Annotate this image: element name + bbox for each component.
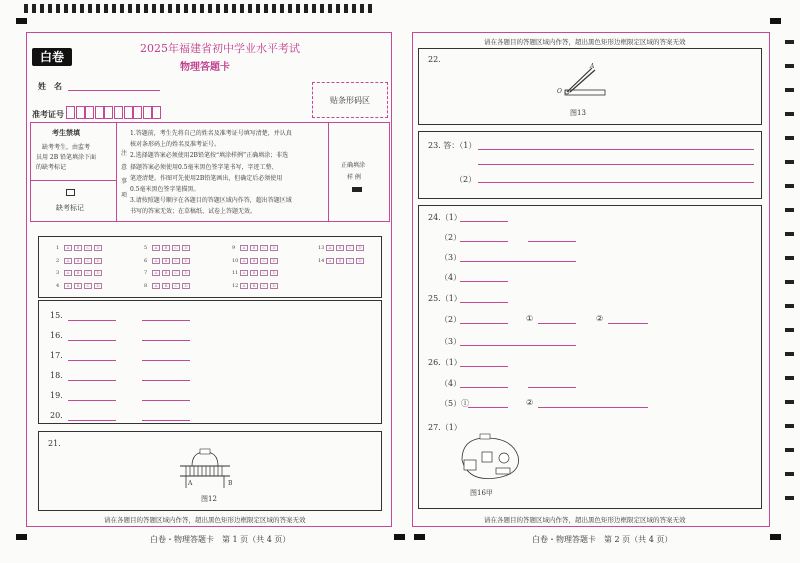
choice-bubble[interactable]: B: [162, 283, 170, 289]
ticket-digit-box[interactable]: [66, 106, 75, 119]
timing-mark: [785, 424, 794, 428]
timing-mark: [785, 88, 794, 92]
answer-sheet: 白卷 2025年福建省初中学业水平考试 物理答题卡 姓 名 贴条形码区 准考证号 考生禁填 缺考考生，由监考 员用 2B 铅笔填涂下面 的缺考标记 缺考标记 注 意 事 项 1.答题前，考生先将自己的姓名及准考证号填写清楚，并认真 核对条形码上的姓名及准考证号。 2.选择题答案必须使用2B铅笔按“填涂样例”正确填涂；非选 择题答案必须使用0.5毫米黑色签字笔书写，字迹工整、 笔迹清楚。作图可先使用2B铅笔画出，但确定后必须使用 0.5毫米黑色签字笔描黑。 3.请按照题号顺序在各题目的答题区域内作答，超出答题区域 书写的答案无效；在草稿纸、试卷上答题无效。 正确填涂 样 例 1 A B C D 2 A B C D 3 A B C D 4 A B C D 5 A B C D 6 A B C D 7 A B C D 8 A B C D 9 A B C D 10 A B C D 11 A B C D 12 A B C D 13 A B C D 14 A B C D 15. 16. 17. 18. 19. 20. 21. A B 图12 请在各题目的答题区域内作答，超出黑色矩形边框限定区域的答案无效 白卷・物理答题卡 第 1 页（共 4 页） 请在各题目的答题区域内作答，超出黑色矩形边框限定区域的答案无效 22. A O 图13 23. 答：（1） （2） 24.（1） （2） （3） （4） 25.（1） （2） ① ② （3） 26.（1） （4） （5）① ② 27.（1） 图16甲 请在各题目的答题区域内作答，超出黑色矩形边框限定区域的答案无效 白卷・物理答题卡 第 2 页（共 4 页）: [0, 0, 800, 563]
question-label: 25.（1）: [428, 294, 462, 303]
answer-line[interactable]: [460, 261, 576, 262]
timing-mark: [785, 352, 794, 356]
absent-mark-box[interactable]: [66, 189, 75, 196]
notice-item: 择题答案必须使用0.5毫米黑色签字笔书写，字迹工整、: [130, 163, 278, 171]
timing-mark: [368, 4, 372, 13]
choice-bubble[interactable]: D: [182, 245, 190, 251]
choice-question[interactable]: [144, 283, 192, 289]
choice-number: 6: [144, 257, 148, 264]
q27-number: 27.（1）: [428, 423, 462, 432]
choice-bubble[interactable]: A: [152, 270, 160, 276]
timing-mark: [336, 4, 340, 13]
corner-mark: [770, 18, 781, 24]
page1-warning: 请在各题目的答题区域内作答，超出黑色矩形边框限定区域的答案无效: [104, 516, 306, 524]
choice-bubble[interactable]: D: [270, 258, 278, 264]
choice-number: 9: [232, 245, 236, 251]
notice-item: 书写的答案无效；在草稿纸、试卷上答题无效。: [130, 208, 257, 216]
question-label: （5）①: [440, 399, 470, 408]
timing-mark: [785, 376, 794, 380]
choice-bubble[interactable]: C: [172, 283, 180, 289]
timing-mark: [48, 4, 52, 13]
choice-bubble[interactable]: B: [336, 245, 344, 251]
timing-mark: [64, 4, 68, 13]
timing-mark: [120, 4, 124, 13]
timing-mark: [192, 4, 196, 13]
choice-number: 4: [56, 282, 60, 289]
choice-number: 14: [318, 257, 325, 264]
choice-bubble[interactable]: C: [84, 258, 92, 264]
choice-bubble[interactable]: C: [260, 283, 268, 289]
choice-bubble[interactable]: D: [94, 258, 102, 264]
q21-label-b: B: [228, 480, 233, 487]
choice-bubble[interactable]: A: [64, 245, 72, 251]
choice-bubble[interactable]: B: [250, 245, 258, 251]
timing-mark: [256, 4, 260, 13]
fill-number: 20.: [50, 411, 63, 420]
choice-number: 2: [56, 257, 60, 264]
choice-bubble[interactable]: B: [74, 270, 82, 276]
timing-mark: [144, 4, 148, 13]
choice-question[interactable]: [232, 283, 280, 289]
paper-type-badge: 白卷: [32, 48, 72, 66]
timing-mark: [128, 4, 132, 13]
choice-bubble[interactable]: D: [270, 283, 278, 289]
q21-label-a: A: [188, 480, 193, 487]
choice-bubble[interactable]: C: [172, 258, 180, 264]
answer-line[interactable]: [460, 345, 576, 346]
timing-mark: [785, 496, 794, 500]
notice-item: 笔迹清楚。作图可先使用2B铅笔画出，但确定后必须使用: [130, 174, 283, 182]
choice-question[interactable]: [318, 258, 366, 264]
choice-question[interactable]: [232, 270, 280, 276]
choice-bubble[interactable]: B: [162, 270, 170, 276]
timing-mark: [104, 4, 108, 13]
choice-question[interactable]: [144, 270, 192, 276]
timing-mark: [320, 4, 324, 13]
question-label: 24.（1）: [428, 213, 462, 222]
timing-mark: [264, 4, 268, 13]
timing-mark: [184, 4, 188, 13]
choice-bubble[interactable]: C: [172, 270, 180, 276]
choice-bubble[interactable]: A: [64, 258, 72, 264]
timing-mark: [152, 4, 156, 13]
choice-number: 10: [232, 257, 239, 264]
choice-bubble[interactable]: A: [152, 258, 160, 264]
answer-line[interactable]: [460, 241, 508, 242]
question-label: 26.（1）: [428, 358, 462, 367]
choice-bubble[interactable]: D: [182, 283, 190, 289]
timing-mark: [224, 4, 228, 13]
timing-mark: [785, 280, 794, 284]
timing-mark: [785, 448, 794, 452]
choice-bubble[interactable]: A: [240, 270, 248, 276]
question-label: （2）: [440, 315, 462, 324]
page2-warning-top: 请在各题目的答题区域内作答，超出黑色矩形边框限定区域的答案无效: [484, 38, 686, 46]
timing-mark: [785, 136, 794, 140]
answer-line[interactable]: [460, 323, 508, 324]
answer-line[interactable]: [608, 323, 648, 324]
q22-label-o: O: [557, 88, 562, 95]
choice-bubble[interactable]: B: [74, 283, 82, 289]
fill-number: 19.: [50, 391, 63, 400]
timing-mark: [136, 4, 140, 13]
ticket-label: 准考证号: [32, 109, 64, 119]
fill-section: [38, 300, 382, 424]
answer-line[interactable]: [460, 221, 508, 222]
notice-item: 3.请按照题号顺序在各题目的答题区域内作答，超出答题区域: [130, 197, 292, 205]
choice-question[interactable]: [56, 258, 104, 264]
choice-bubble[interactable]: A: [240, 258, 248, 264]
q22-number: 22.: [428, 55, 441, 64]
choice-bubble[interactable]: C: [84, 245, 92, 251]
choice-bubble[interactable]: D: [356, 258, 364, 264]
choice-number: 5: [144, 245, 148, 251]
timing-mark: [24, 4, 28, 13]
timing-mark: [328, 4, 332, 13]
question-label: （3）: [440, 337, 462, 346]
timing-mark: [96, 4, 100, 13]
choice-number: 8: [144, 282, 148, 289]
timing-mark: [88, 4, 92, 13]
choice-number: 12: [232, 282, 239, 289]
lever-figure: [540, 60, 610, 104]
timing-mark: [72, 4, 76, 13]
circled-marker: ①: [526, 314, 534, 323]
ticket-digit-box[interactable]: [104, 106, 113, 119]
corner-mark: [16, 18, 27, 24]
choice-bubble[interactable]: A: [240, 245, 248, 251]
choice-bubble[interactable]: D: [270, 245, 278, 251]
notice-item: 1.答题前，考生先将自己的姓名及准考证号填写清楚，并认真: [130, 130, 292, 137]
timing-mark: [216, 4, 220, 13]
ticket-digit-box[interactable]: [152, 106, 161, 119]
choice-bubble[interactable]: C: [260, 258, 268, 264]
answer-line[interactable]: [460, 366, 508, 367]
choice-number: 3: [56, 270, 60, 276]
answer-line[interactable]: [528, 241, 576, 242]
choice-bubble[interactable]: A: [240, 283, 248, 289]
choice-bubble[interactable]: C: [346, 245, 354, 251]
fill-answer-line[interactable]: [68, 320, 116, 321]
corner-mark: [414, 534, 425, 540]
q21-figure-caption: 图12: [201, 495, 217, 503]
notice-item: 核对条形码上的姓名及准考证号。: [130, 141, 221, 149]
choice-bubble[interactable]: B: [250, 283, 258, 289]
name-field[interactable]: [68, 90, 160, 91]
ticket-digit-box[interactable]: [114, 106, 123, 119]
timing-mark: [296, 4, 300, 13]
timing-mark: [232, 4, 236, 13]
absent-label: 缺考标记: [56, 204, 84, 212]
timing-mark: [785, 208, 794, 212]
page2-warning-bottom: 请在各题目的答题区域内作答，超出黑色矩形边框限定区域的答案无效: [484, 516, 686, 524]
question-label: （4）: [440, 379, 462, 388]
notice-title: 考生禁填: [52, 128, 80, 137]
circuit-figure: [456, 430, 526, 486]
choice-bubble[interactable]: A: [152, 283, 160, 289]
ticket-digit-box[interactable]: [85, 106, 94, 119]
ticket-digit-box[interactable]: [95, 106, 104, 119]
choice-bubble[interactable]: B: [162, 258, 170, 264]
timing-mark: [248, 4, 252, 13]
fill-answer-line[interactable]: [142, 420, 190, 421]
fill-answer-line[interactable]: [142, 380, 190, 381]
ticket-digit-box[interactable]: [143, 106, 152, 119]
timing-mark: [240, 4, 244, 13]
ticket-digit-box[interactable]: [124, 106, 133, 119]
timing-mark: [56, 4, 60, 13]
fill-number: 15.: [50, 311, 63, 320]
circled-marker: ②: [526, 398, 534, 407]
fill-answer-line[interactable]: [68, 340, 116, 341]
corner-mark: [770, 534, 781, 540]
answer-line[interactable]: [538, 323, 576, 324]
fill-answer-line[interactable]: [142, 320, 190, 321]
corner-mark: [394, 534, 405, 540]
page1-footer: 白卷・物理答题卡 第 1 页（共 4 页）: [150, 535, 291, 544]
fill-number: 16.: [50, 331, 63, 340]
page2-footer: 白卷・物理答题卡 第 2 页（共 4 页）: [532, 535, 673, 544]
timing-mark: [785, 472, 794, 476]
timing-mark: [785, 112, 794, 116]
choice-bubble[interactable]: D: [182, 258, 190, 264]
choice-number: 11: [232, 270, 239, 276]
card-title: 物理答题卡: [180, 62, 230, 73]
choice-bubble[interactable]: B: [250, 258, 258, 264]
fill-answer-line[interactable]: [142, 400, 190, 401]
choice-bubble[interactable]: B: [162, 245, 170, 251]
question-label: （2）: [440, 233, 462, 242]
q21-number: 21.: [48, 439, 61, 448]
timing-mark: [200, 4, 204, 13]
choice-number: 1: [56, 245, 60, 251]
choice-bubble[interactable]: D: [94, 270, 102, 276]
timing-mark: [352, 4, 356, 13]
choice-question[interactable]: [144, 245, 192, 251]
fill-answer-line[interactable]: [68, 420, 116, 421]
timing-mark: [785, 64, 794, 68]
timing-mark: [288, 4, 292, 13]
fill-number: 18.: [50, 371, 63, 380]
choice-number: 7: [144, 270, 148, 276]
timing-mark: [80, 4, 84, 13]
timing-mark: [160, 4, 164, 13]
timing-mark: [312, 4, 316, 13]
timing-mark: [112, 4, 116, 13]
choice-bubble[interactable]: A: [326, 245, 334, 251]
choice-bubble[interactable]: B: [74, 245, 82, 251]
q23-part2: （2）: [455, 175, 477, 184]
q22-label-a: A: [590, 63, 595, 70]
fill-answer-line[interactable]: [68, 380, 116, 381]
name-label: 姓 名: [38, 81, 62, 91]
circled-marker: ②: [596, 314, 604, 323]
choice-question[interactable]: [56, 270, 104, 276]
fill-answer-line[interactable]: [142, 360, 190, 361]
timing-mark: [785, 40, 794, 44]
choice-bubble[interactable]: A: [152, 245, 160, 251]
timing-mark: [280, 4, 284, 13]
timing-mark: [272, 4, 276, 13]
timing-mark: [40, 4, 44, 13]
choice-bubble[interactable]: C: [84, 283, 92, 289]
timing-mark: [785, 256, 794, 260]
choice-bubble[interactable]: A: [64, 283, 72, 289]
q23-number: 23. 答：（1）: [428, 141, 477, 150]
answer-line[interactable]: [460, 387, 508, 388]
choice-bubble[interactable]: D: [270, 270, 278, 276]
timing-mark: [785, 304, 794, 308]
timing-mark: [344, 4, 348, 13]
timing-mark: [168, 4, 172, 13]
choice-bubble[interactable]: D: [182, 270, 190, 276]
timing-mark: [360, 4, 364, 13]
choice-bubble[interactable]: B: [250, 270, 258, 276]
choice-bubble[interactable]: C: [172, 245, 180, 251]
choice-question[interactable]: [232, 258, 280, 264]
exam-title: 2025年福建省初中学业水平考试: [140, 42, 300, 55]
fill-answer-line[interactable]: [68, 400, 116, 401]
choice-bubble[interactable]: D: [94, 283, 102, 289]
q22-caption: 图13: [570, 109, 586, 117]
notice-item: 2.选择题答案必须使用2B铅笔按“填涂样例”正确填涂；非选: [130, 152, 289, 160]
choice-question[interactable]: [144, 258, 192, 264]
choice-bubble[interactable]: A: [64, 270, 72, 276]
fill-number: 17.: [50, 351, 63, 360]
answer-line[interactable]: [460, 281, 508, 282]
corner-mark: [16, 534, 27, 540]
answer-line[interactable]: [468, 407, 508, 408]
barcode-label: 贴条形码区: [330, 96, 370, 105]
timing-mark: [785, 184, 794, 188]
fill-example-mark: [352, 187, 362, 192]
timing-mark: [304, 4, 308, 13]
fill-answer-line[interactable]: [142, 340, 190, 341]
choice-bubble[interactable]: C: [260, 270, 268, 276]
question-label: （3）: [440, 253, 462, 262]
choice-bubble[interactable]: C: [260, 245, 268, 251]
choice-question[interactable]: [56, 245, 104, 251]
question-label: （4）: [440, 273, 462, 282]
answer-line[interactable]: [460, 302, 508, 303]
choice-bubble[interactable]: D: [356, 245, 364, 251]
ticket-digit-box[interactable]: [133, 106, 142, 119]
timing-mark: [208, 4, 212, 13]
choice-number: 13: [318, 245, 325, 251]
fill-answer-line[interactable]: [68, 360, 116, 361]
timing-mark: [176, 4, 180, 13]
answer-line[interactable]: [538, 407, 648, 408]
ticket-digit-box[interactable]: [76, 106, 85, 119]
answer-line[interactable]: [528, 387, 576, 388]
timing-mark: [785, 328, 794, 332]
timing-mark: [785, 400, 794, 404]
choice-bubble[interactable]: A: [326, 258, 334, 264]
timing-mark: [785, 160, 794, 164]
choice-question[interactable]: [318, 245, 366, 251]
choice-question[interactable]: [56, 283, 104, 289]
choice-bubble[interactable]: D: [94, 245, 102, 251]
q27-caption: 图16甲: [470, 489, 493, 497]
choice-bubble[interactable]: C: [346, 258, 354, 264]
timing-mark: [785, 232, 794, 236]
notice-item: 0.5毫米黑色签字笔描黑。: [130, 186, 200, 193]
choice-bubble[interactable]: C: [84, 270, 92, 276]
choice-bubble[interactable]: B: [74, 258, 82, 264]
timing-mark: [32, 4, 36, 13]
choice-bubble[interactable]: B: [336, 258, 344, 264]
choice-question[interactable]: [232, 245, 280, 251]
